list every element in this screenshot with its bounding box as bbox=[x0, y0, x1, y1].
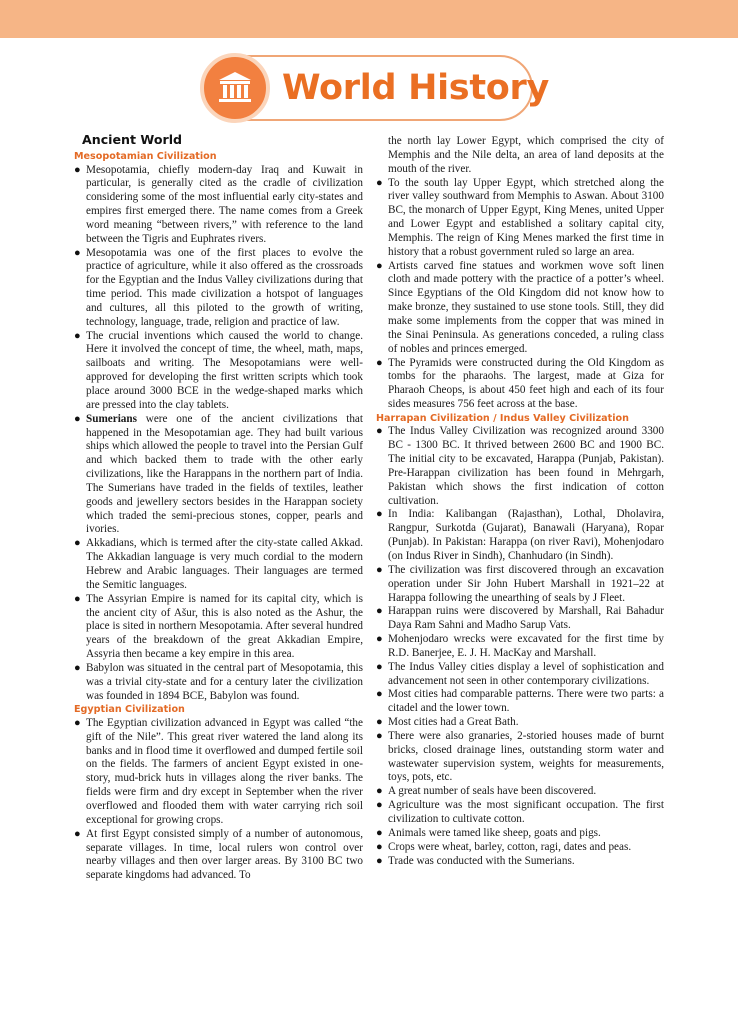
list-item: ● Akkadians, which is termed after the city-state called Akkad. The Akkadian language is very much cordial to the modern Hebrew and Arabic languages. Their languages are termed the Semitic languages. bbox=[74, 537, 363, 591]
list-item: ● Harappan ruins were discovered by Marshall, Rai Bahadur Daya Ram Sahni and Madho Sarup Vats. bbox=[376, 605, 664, 632]
list-item: ● Sumerians were one of the ancient civilizations that happened in the Mesopotamian age. They had built various ships which allowed the people to travel into the Persian Gulf and which backed them to trade with the other early civilizations, like the Harappans in the northern part of India. The Sumerians have traded in the fields of textiles, leather goods and jewellery sectors besides in the Harappan society which traded the semi-precious stones, copper, pearls and ivories. bbox=[74, 412, 363, 536]
egyptian-list-continued bbox=[376, 177, 664, 412]
list-item: ● Babylon was situated in the central part of Mesopotamia, this was a trivial city-state and for a century later the civilization was founded in 1894 BCE, Babylon was found. bbox=[74, 661, 363, 702]
list-item: ● Mohenjodaro wrecks were excavated for the first time by R.D. Banerjee, E. J. H. MacKay and Marshall. bbox=[376, 633, 664, 659]
heading-harappan: Harrapan Civilization / Indus Valley Civilization bbox=[376, 412, 629, 424]
list-item: ● At first Egypt consisted simply of a number of autonomous, separate villages. In time, local rulers won control over nearby villages and then over larger areas. By 3100 BC two separate kingdoms had advanced. To bbox=[74, 827, 363, 882]
list-item: ● The civilization was first discovered through an excavation operation under Sir John Hubert Marshall in 1921–22 at Harappa following the unearthing of seals by J Fleet. bbox=[376, 563, 664, 604]
list-item: ● To the south lay Upper Egypt, which stretched along the river valley southward from Memphis to Aswan. About 3100 BC, the monarch of Upper Egypt, King Menes, united Upper and Lower Egypt and established a solitary capital city, Memphis. The reign of King Menes marked the first time in history that a robust government ruled so large an area. bbox=[376, 176, 664, 258]
heading-egyptian: Egyptian Civilization bbox=[74, 704, 185, 716]
mesopotamian-list bbox=[74, 164, 363, 704]
heading-mesopotamian: Mesopotamian Civilization bbox=[74, 151, 217, 162]
list-item: ● Agriculture was the most significant occupation. The first civilization to cultivate cotton. bbox=[376, 799, 664, 825]
header-band bbox=[0, 0, 738, 38]
list-item: ● The Assyrian Empire is named for its capital city, which is the ancient city of Ašur, this is also noted as the Ashur, the place is sited in northern Mesopotamia. After several hundred years of the breakdown of the great Akkadian Empire, Assyria then became a key empire in this area. bbox=[74, 592, 363, 661]
right-column bbox=[376, 135, 664, 868]
list-item: ● The Indus Valley cities display a level of sophistication and advancement not seen in other contemporary civilizations. bbox=[376, 660, 664, 687]
list-item: ● Mesopotamia was one of the first places to evolve the practice of agriculture, while it also offered as the crossroads for the Egyptian and the Indus Valley civilizations during that time period. This made civilization a hotspot of languages and cultures, all this piloted to the growth of writing, technology, language, trade, religion and practice of law. bbox=[74, 246, 363, 328]
left-column bbox=[74, 132, 363, 883]
list-item: ● Most cities had a Great Bath. bbox=[376, 716, 519, 729]
list-item: ● The Egyptian civilization advanced in Egypt was called “the gift of the Nile”. This great river watered the land along its banks and in flood time it overflowed and dumped fertile soil on the fields. The farmers of ancient Egypt existed in one-story, mud-brick huts in villages along the river banks. The fields were firm and dry except in September when the river overflowed and flooded them with water carrying rich soil exceptional for growing crops. bbox=[74, 716, 363, 826]
list-item: ● Animals were tamed like sheep, goats and pigs. bbox=[376, 826, 601, 839]
continuation-text: the north lay Lower Egypt, which comprised the city of Memphis and the Nile delta, an area of land deposits at the mouth of the river. bbox=[388, 135, 664, 175]
list-item: ● Crops were wheat, barley, cotton, ragi, dates and peas. bbox=[376, 840, 632, 853]
page-title: World History bbox=[282, 68, 549, 108]
list-item: ● The Indus Valley Civilization was recognized around 3300 BC - 1300 BC. It thrived between 2600 BC and 1900 BC. The initial city to be excavated, Harappa (Punjab, Pakistan). Pre-Harappan civilization has been found in Mehrgarh, Pakistan which shows the first indication of cotton cultivation. bbox=[376, 425, 664, 507]
museum-icon bbox=[200, 53, 270, 123]
list-item: ● The Pyramids were constructed during the Old Kingdom as tombs for the pharaohs. The largest, made at Giza for Pharaoh Cheops, is about 450 feet high and each of its four sides measures 756 feet across at the base. bbox=[376, 356, 664, 411]
list-item: ● Mesopotamia, chiefly modern-day Iraq and Kuwait in particular, is generally cited as the cradle of civilization considering some of the most influential early city-states and empires first emerged there. The name comes from a Greek word meaning “between rivers,” with reference to the land between the Tigris and Euphrates rivers. bbox=[74, 163, 363, 245]
section-title: Ancient World bbox=[82, 132, 183, 147]
list-item: ● A great number of seals have been discovered. bbox=[376, 785, 597, 798]
harappan-list bbox=[376, 425, 664, 868]
list-item: ● Trade was conducted with the Sumerians. bbox=[376, 854, 575, 867]
list-item: ● Most cities had comparable patterns. There were two parts: a citadel and the lower town. bbox=[376, 688, 664, 715]
egyptian-list bbox=[74, 717, 363, 883]
list-item: ● There were also granaries, 2-storied houses made of burnt bricks, closed drainage lines, outstanding storm water and wastewater supervision system, weights for measurements, toys, pots, etc. bbox=[376, 729, 664, 784]
list-item: ● Artists carved fine statues and workmen wove soft linen cloth and made pottery with the practice of a potter’s wheel. Since Egyptians of the Old Kingdom did not know how to make bronze, they sustained to use stone tools. Still, they did make some implements from the copper that was mined in the Sinai Peninsula. As generations conceded, a ruling class of nobles and princes emerged. bbox=[376, 259, 664, 355]
list-item: ● In India: Kalibangan (Rajasthan), Lothal, Dholavira, Rangpur, Surkotda (Gujarat), Banawali (Haryana), Ropar (Punjab). In Pakistan: Harappa (on river Ravi), Mohenjodaro (on Indus River in Sindh), Chanhudaro (in Sindh). bbox=[376, 508, 664, 562]
list-item: ● The crucial inventions which caused the world to change. Here it involved the concept of time, the wheel, math, maps, sailboats and writing. The Mesopotamians were well-approved for developing the first written scripts which took place around 3000 BCE in the wedge-shaped marks which are pressed into the clay tablets. bbox=[74, 329, 363, 411]
